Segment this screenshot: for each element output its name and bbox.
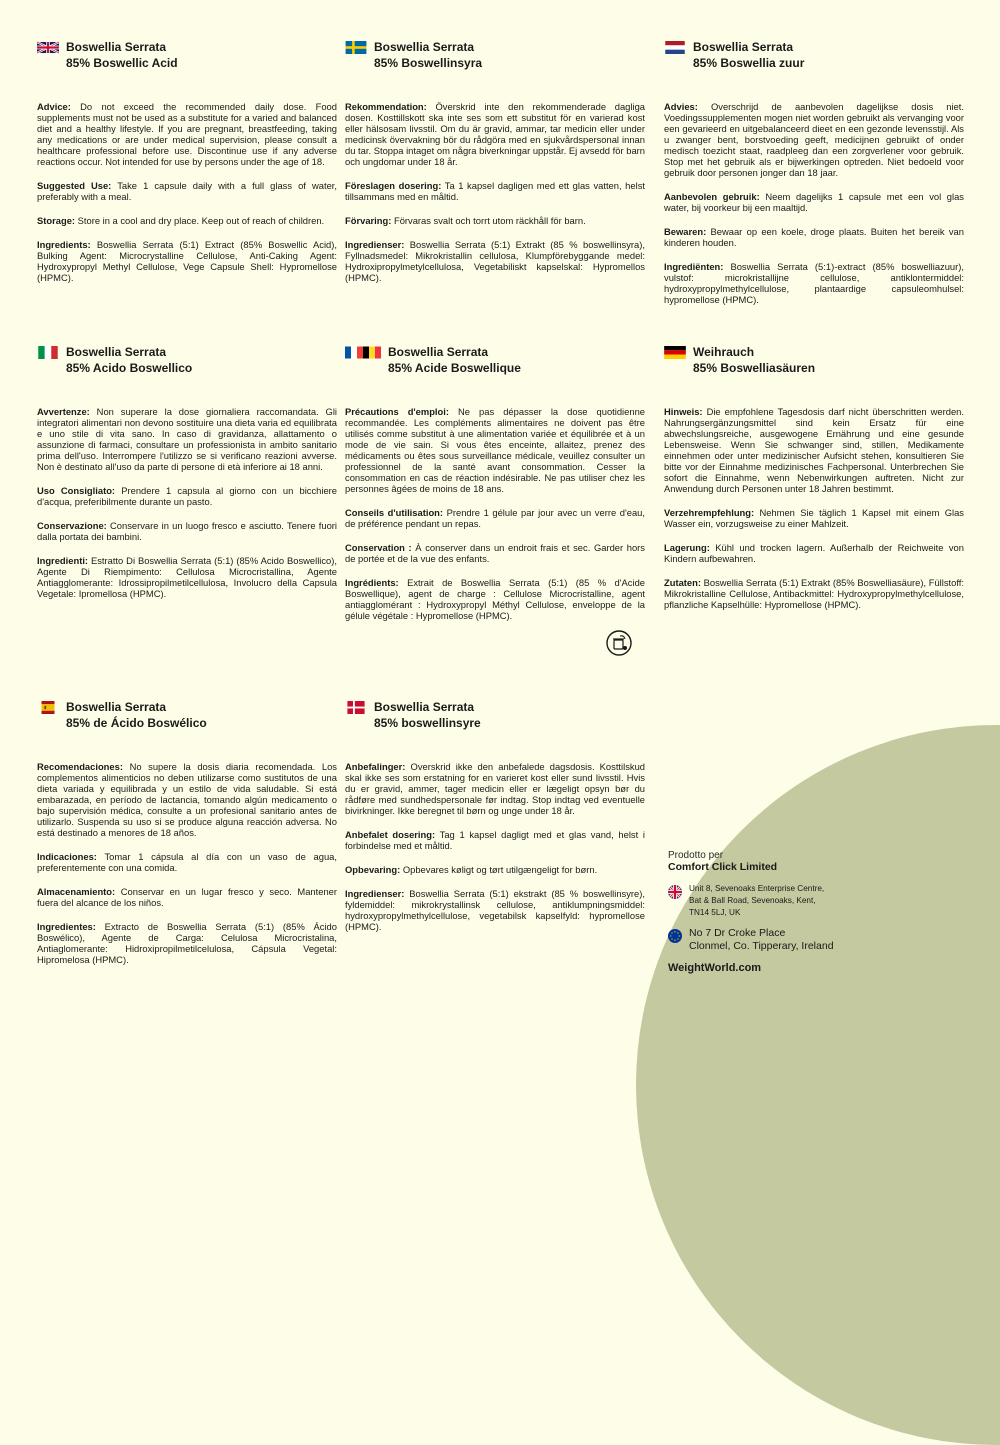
panel-it (37, 345, 337, 612)
panel-subtitle: 85% Acide Boswellique (388, 360, 521, 375)
panel-de (664, 345, 964, 623)
section-advice: Advies: Overschrijd de aanbevolen dagelijkse dosis niet. Voedingssupplementen mogen niet worden gebruikt als vervanging voor een gevarieerd en uitgebalanceerd dieet en een gezonde levensstijl. Als u zwanger bent, borstvoeding geeft, medicijnen gebruikt of onder medisch toezicht staat, raadpleeg dan een zorgverlener voor gebruik. Stop met het gebruik als er bijwerkingen optreden. Niet bedoeld voor gebruik door personen jonger dan 18 jaar. (664, 101, 964, 179)
panel-title: Boswellia Serrata (66, 700, 167, 714)
panel-subtitle: 85% boswellinsyre (374, 715, 481, 730)
italy-flag-icon (37, 346, 59, 359)
section-use: Aanbevolen gebruik: Neem dagelijks 1 capsule met een vol glas water, bij voorkeur bij een maaltijd. (664, 191, 964, 214)
france-belgium-flag-icon (345, 346, 381, 359)
panel-title: Boswellia Serrata (388, 345, 489, 359)
panel-da (345, 700, 645, 945)
section-storage: Förvaring: Förvaras svalt och torrt utom räckhåll för barn. (345, 215, 586, 227)
section-ingredients: Ingredientes: Extracto de Boswellia Serrata (5:1) (85% Ácido Boswélico), Agente de Carga: Celulosa Microcristalina, Antiaglomerante: Hidroxipropilmetilcelulosa, Cápsula Vegetal: Hipromelosa (HPMC). (37, 921, 337, 966)
uk-address (668, 883, 868, 919)
uk-address-line: Unit 8, Sevenoaks Enterprise Centre, (689, 884, 825, 893)
section-use: Conseils d'utilisation: Prendre 1 gélule par jour avec un verre d'eau, de préférence pendant un repas. (345, 507, 645, 530)
panel-header (664, 40, 964, 71)
section-advice: Recomendaciones: No supere la dosis diaria recomendada. Los complementos alimenticios no deben utilizarse como sustitutos de una dieta variada y equilibrada y un estilo de vida saludable. Si está embarazada, en período de lactancia, tomando algún medicamento o bajo supervisión médica, consulte a un profesional sanitario antes de utilizarlo. Suspenda su uso si se produce alguna reacción adversa. No está destinado a menores de 18 años. (37, 761, 337, 839)
germany-flag-icon (664, 346, 686, 359)
panel-subtitle: 85% Acido Boswellico (66, 360, 193, 375)
compost-bin-icon (606, 630, 632, 656)
panel-header (345, 345, 645, 376)
panel-subtitle: 85% de Ácido Boswélico (66, 715, 207, 730)
section-advice: Précautions d'emploi: Ne pas dépasser la dose quotidienne recommandée. Les compléments alimentaires ne doivent pas être utilisés comme substitut à une alimentation variée et équilibrée et à un mode de vie sain. Si vous êtes enceinte, allaitez, prenez des médicaments ou êtes sous surveillance médicale, veuillez consulter un professionnel de la santé avant consommation. Cesser la consommation en cas de réaction indésirable. Ne pas utiliser chez les personnes âgées de moins de 18 ans. (345, 406, 646, 495)
panel-title: Boswellia Serrata (693, 40, 794, 54)
section-ingredients: Ingredienti: Estratto Di Boswellia Serrata (5:1) (85% Acido Boswellico), Agente Di Riempimento: Cellulosa Microcristallina, Agente Antiagglomerante: Idrossipropilmetilcellulosa, Involucro della Capsula Vegetale: Ipromellosa (HPMC). (37, 555, 337, 600)
panel-title: Boswellia Serrata (374, 700, 475, 714)
section-advice: Rekommendation: Överskrid inte den rekommenderade dagliga dosen. Kosttillskott ska inte ses som ett substitut för en varierad kost eller hälsosam livsstil. Om du är gravid, ammar, tar medicin eller under medicinsk övervakning bör du rådgöra med en sjukvårdspersonal innan du tar. Stoppa intaget om några biverkningar uppstår. Ej avsedd för barn och ungdomar under 18 år. (345, 101, 645, 168)
section-use: Suggested Use: Take 1 capsule daily with a full glass of water, preferably with a meal. (37, 180, 337, 203)
section-ingredients: Ingrédients: Extrait de Boswellia Serrata (5:1) (85 % d'Acide Boswellique), agent de charge : Cellulose Microcristalline, agent antiagglomérant : Hydroxypropyl Méthyl Cellulose, enveloppe de la gélule végétale : Hypromellose (HPMC). (345, 577, 645, 622)
section-storage: Conservation : À conserver dans un endroit frais et sec. Garder hors de portée et de la vue des enfants. (345, 542, 645, 565)
panel-title: Weihrauch (693, 345, 755, 359)
section-use: Föreslagen dosering: Ta 1 kapsel dagligen med ett glas vatten, helst tillsammans med en måltid. (345, 180, 645, 203)
panel-en (37, 40, 337, 296)
panel-header (37, 345, 337, 376)
uk-flag-icon (668, 885, 682, 899)
section-advice: Advice: Do not exceed the recommended daily dose. Food supplements must not be used as a substitute for a varied and balanced diet and a healthy lifestyle. If you are pregnant, breastfeeding, taking any medications or are under medical supervision, please consult a healthcare professional before use. Discontinue use if any adverse reactions occur. Not intended for use by persons under the age of 18. (37, 101, 337, 168)
panel-subtitle: 85% Boswellia zuur (693, 55, 805, 70)
company-name: Comfort Click Limited (668, 861, 778, 873)
eu-flag-icon (668, 929, 682, 943)
panel-header (664, 345, 964, 376)
uk-address-line: TN14 5LJ, UK (689, 907, 741, 917)
section-use: Anbefalet dosering: Tag 1 kapsel dagligt med et glas vand, helst i forbindelse med et måltid. (345, 829, 645, 852)
section-storage: Opbevaring: Opbevares køligt og tørt utilgængeligt for børn. (345, 864, 598, 876)
section-advice: Avvertenze: Non superare la dose giornaliera raccomandata. Gli integratori alimentari non devono sostituire una dieta varia ed equilibrata e uno stile di vita sano. In caso di gravidanza, allattamento o assunzione di farmaci, consultare un professionista in ambito sanitario prima dell'uso. Interrompere l'utilizzo se si verificano reazioni avverse. Non è destinato all'uso da parte di persone di età inferiore ai 18 anni. (37, 406, 337, 473)
section-advice: Anbefalinger: Overskrid ikke den anbefalede dagsdosis. Kosttilskud skal ikke ses som erstatning for en varieret kost eller sund livsstil. Hvis du er gravid, ammer, tager medicin eller er lægeligt opsyn bør du rådføre med sundhedspersonale før indtag. Stop indtag ved eventuelle bivirkninger. Ikke beregnet til børn og unge under 18 år. (345, 761, 645, 817)
panel-header (37, 700, 337, 731)
section-ingredients: Ingredienser: Boswellia Serrata (5:1) Extrakt (85 % boswellinsyra), Fyllnadsmedel: Mikrokristallin cellulosa, Klumpförebyggande medel: Hydroxipropylmetylcellulosa, Vegetabiliskt kapselskal: Hypromellos (HPMC). (345, 239, 645, 284)
panel-sv (345, 40, 645, 296)
panel-subtitle: 85% Boswellinsyra (374, 55, 483, 70)
section-use: Uso Consigliato: Prendere 1 capsula al giorno con un bicchiere d'acqua, preferibilmente durante un pasto. (37, 485, 337, 508)
section-ingredients: Ingredients: Boswellia Serrata (5:1) Extract (85% Boswellic Acid), Bulking Agent: Microcrystalline Cellulose, Anti-Caking Agent: Hydroxypropyl Methyl Cellulose, Vege Capsule Shell: Hypromellose (HPMC). (37, 239, 337, 284)
denmark-flag-icon (345, 701, 367, 714)
produced-by-label: Prodotto per (668, 850, 724, 861)
section-ingredients: Ingredienser: Boswellia Serrata (5:1) ekstrakt (85 % boswellinsyre), fyldemiddel: mikrokrystallinsk cellulose, antiklumpningsmiddel: hydroxypropylmethylcellulose, vegetabilsk kapselfyld: hypromellose (HPMC). (345, 888, 645, 933)
section-storage: Conservazione: Conservare in un luogo fresco e asciutto. Tenere fuori dalla portata dei bambini. (37, 520, 337, 543)
spain-flag-icon (37, 701, 59, 714)
sweden-flag-icon (345, 41, 367, 54)
ie-address-line: No 7 Dr Croke Place (689, 926, 786, 939)
panel-header (345, 40, 645, 71)
section-storage: Bewaren: Bewaar op een koele, droge plaats. Buiten het bereik van kinderen houden. (664, 226, 964, 249)
section-use: Verzehrempfehlung: Nehmen Sie täglich 1 Kapsel mit einem Glas Wasser ein, vorzugsweise zu einer Mahlzeit. (664, 507, 964, 530)
company-info (668, 850, 868, 974)
section-ingredients: Ingrediënten: Boswellia Serrata (5:1)-extract (85% boswelliazuur), vulstof: microkristallijne cellulose, antiklontermiddel: hydroxypropylmethylcellulose, plantaardige capsuleomhulsel: hypromellose (HPMC). (664, 261, 964, 306)
brand-logo: WeightWorld.com (668, 961, 762, 974)
panel-subtitle: 85% Boswelliasäuren (693, 360, 816, 375)
netherlands-flag-icon (664, 41, 686, 54)
panel-header (37, 40, 337, 71)
panel-header (345, 700, 645, 731)
section-storage: Lagerung: Kühl und trocken lagern. Außerhalb der Reichweite von Kindern aufbewahren. (664, 542, 964, 565)
panel-subtitle: 85% Boswellic Acid (66, 55, 178, 70)
panel-title: Boswellia Serrata (66, 345, 167, 359)
panel-fr (345, 345, 645, 634)
decorative-circle (636, 725, 1000, 1445)
panel-title: Boswellia Serrata (374, 40, 475, 54)
section-advice: Hinweis: Die empfohlene Tagesdosis darf nicht überschritten werden. Nahrungsergänzungsmittel sind kein Ersatz für eine abwechslungsreiche, ausgewogene Ernährung und eine gesunde Lebensweise. Wenn Sie schwanger sind, stillen, Medikamente einnehmen oder unter medizinischer Aufsicht stehen, konsultieren Sie bitte vor der Einnahme medizinisches Fachpersonal. Unterbrechen Sie sofort die Einnahme, wenn Nebenwirkungen auftreten. Nicht zur Anwendung durch Personen unter 18 Jahren bestimmt. (664, 406, 964, 495)
section-storage: Almacenamiento: Conservar en un lugar fresco y seco. Mantener fuera del alcance de los niños. (37, 886, 337, 909)
uk-address-line: Bat & Ball Road, Sevenoaks, Kent, (689, 895, 816, 905)
panel-nl (664, 40, 964, 318)
section-use: Indicaciones: Tomar 1 cápsula al día con un vaso de agua, preferentemente con una comida. (37, 851, 337, 874)
uk-flag-icon (37, 41, 59, 54)
section-storage: Storage: Store in a cool and dry place. Keep out of reach of children. (37, 215, 325, 227)
panel-title: Boswellia Serrata (66, 40, 167, 54)
ie-address-line: Clonmel, Co. Tipperary, Ireland (689, 940, 834, 953)
ie-address (668, 927, 868, 954)
panel-es (37, 700, 337, 978)
section-ingredients: Zutaten: Boswellia Serrata (5:1) Extrakt (85% Boswelliasäure), Füllstoff: Mikrokristalline Cellulose, Antibackmittel: Hydroxypropylmethylcellulose, pflanzliche Kapselhülle: Hypromellose (HPMC). (664, 577, 964, 611)
